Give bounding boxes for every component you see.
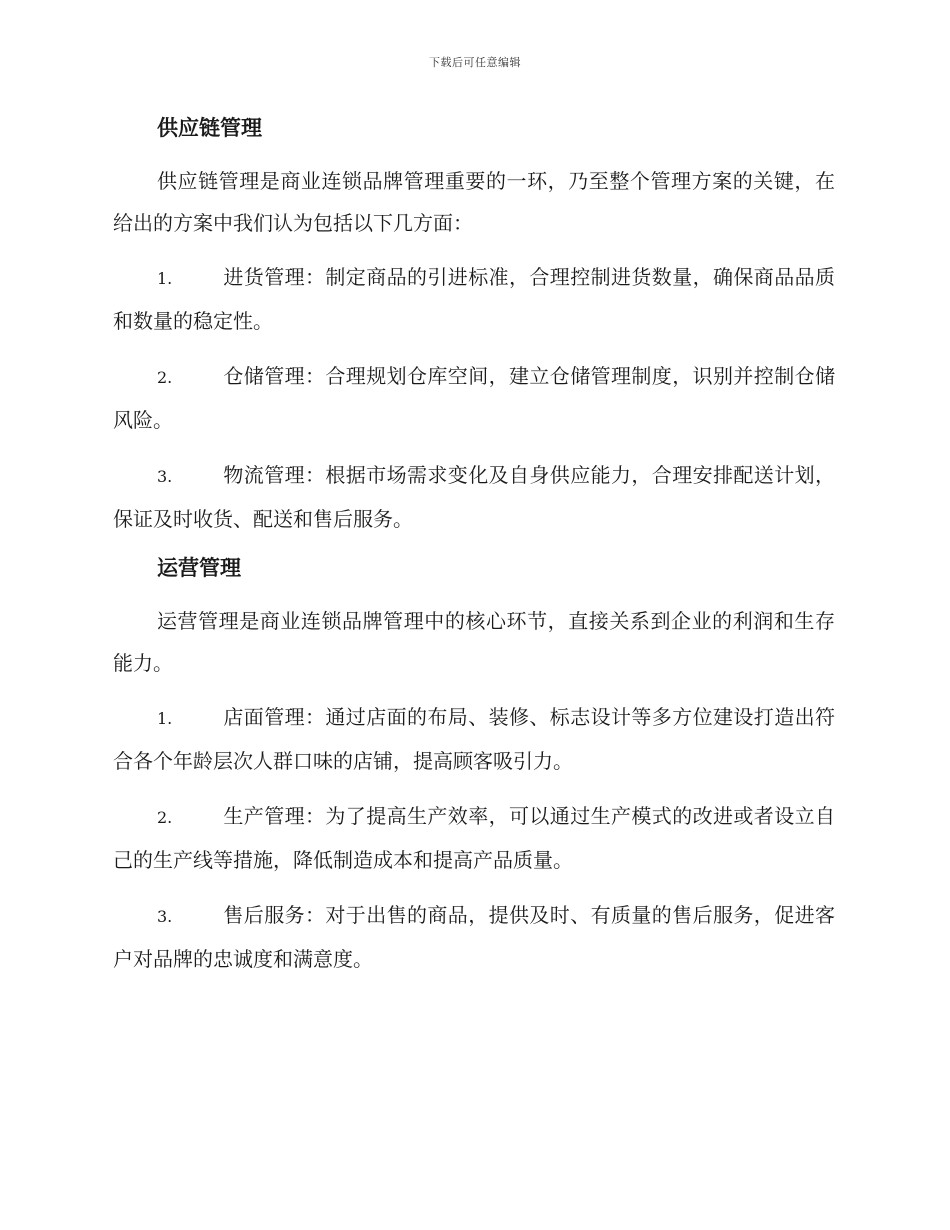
page-header: 下载后可任意编辑 <box>429 56 521 69</box>
list-item <box>113 894 835 980</box>
list-item-text: 生产管理：为了提高生产效率，可以通过生产模式的改进或者设立自己的生产线等措施，降低制造成本和提高产品质量。 <box>113 804 835 872</box>
list-item <box>113 696 835 782</box>
list-item-text: 售后服务：对于出售的商品，提供及时、有质量的售后服务，促进客户对品牌的忠诚度和满意度。 <box>113 903 835 971</box>
list-item <box>113 454 835 540</box>
list-item <box>113 795 835 881</box>
list-item-number: 1. <box>157 709 173 728</box>
list-item <box>113 256 835 342</box>
list-item-number: 2. <box>157 368 173 387</box>
list-item-text: 店面管理：通过店面的布局、装修、标志设计等多方位建设打造出符合各个年龄层次人群口味的店铺，提高顾客吸引力。 <box>113 705 835 773</box>
section-heading-supply-chain: 供应链管理 <box>157 116 262 140</box>
list-item-number: 1. <box>157 269 173 288</box>
section-heading-operations: 运营管理 <box>157 556 241 580</box>
list-item-number: 3. <box>157 467 173 486</box>
list-item <box>113 355 835 441</box>
section-intro-operations: 运营管理是商业连锁品牌管理中的核心环节，直接关系到企业的利润和生存能力。 <box>113 609 835 675</box>
section-intro-supply-chain: 供应链管理是商业连锁品牌管理重要的一环，乃至整个管理方案的关键，在给出的方案中我们认为包括以下几方面： <box>113 169 835 235</box>
list-item-number: 2. <box>157 808 173 827</box>
list-item-text: 进货管理：制定商品的引进标准，合理控制进货数量，确保商品品质和数量的稳定性。 <box>113 265 835 333</box>
list-item-number: 3. <box>157 907 173 926</box>
list-item-text: 物流管理：根据市场需求变化及自身供应能力，合理安排配送计划，保证及时收货、配送和售后服务。 <box>113 463 835 531</box>
list-item-text: 仓储管理：合理规划仓库空间，建立仓储管理制度，识别并控制仓储风险。 <box>113 364 835 432</box>
document-body <box>113 112 835 980</box>
